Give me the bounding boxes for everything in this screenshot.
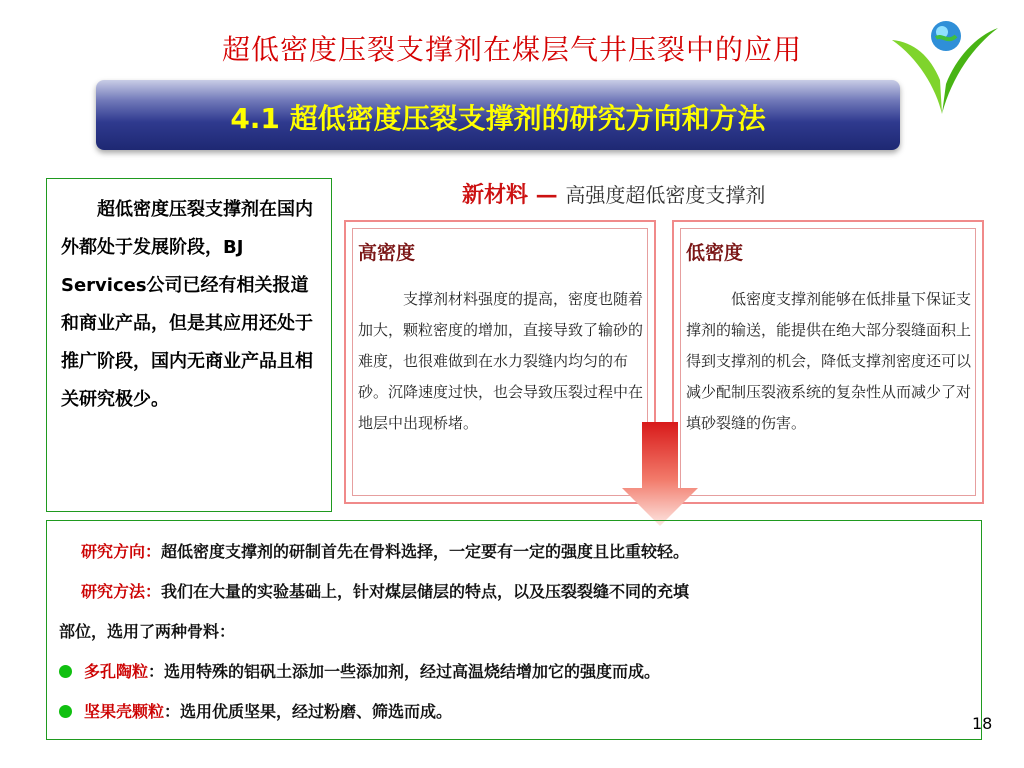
direction-line — [81, 539, 689, 562]
bullet-ceramsite — [59, 659, 660, 682]
intro-text-box — [46, 178, 332, 512]
method-text-1: 我们在大量的实验基础上，针对煤层储层的特点，以及压裂裂缝不同的充填 — [161, 582, 690, 601]
method-line — [81, 579, 689, 602]
bullet-dot-icon — [59, 705, 72, 718]
direction-text: 超低密度支撑剂的研制首先在骨料选择，一定要有一定的强度且比重较轻。 — [161, 542, 690, 561]
method-line-2 — [59, 619, 235, 642]
down-arrow-icon — [622, 422, 698, 526]
new-material-subtitle: 高强度超低密度支撑剂 — [565, 183, 766, 207]
bullet-dot-icon — [59, 665, 72, 678]
section-banner-text: 4.1 超低密度压裂支撑剂的研究方向和方法 — [230, 102, 766, 135]
bullet1-label: 多孔陶粒 — [84, 662, 149, 681]
bullet2-text: ：选用优质坚果，经过粉磨、筛选而成。 — [164, 702, 453, 721]
new-material-heading — [462, 178, 765, 209]
bullet-nutshell — [59, 699, 452, 722]
intro-text: 超低密度压裂支撑剂在国内外都处于发展阶段，BJ Services公司已经有相关报道和商业产品，但是其应用还处于推广阶段，国内无商业产品且相关研究极少。 — [61, 199, 313, 410]
research-box — [46, 520, 982, 740]
new-material-dash: — — [528, 182, 566, 208]
page-number: 18 — [972, 714, 993, 733]
new-material-label: 新材料 — [462, 182, 529, 208]
high-density-text: 支撑剂材料强度的提高，密度也随着加大，颗粒密度的增加，直接导致了输砂的难度，也很难做到在水力裂缝内均匀的布砂。沉降速度过快，也会导致压裂过程中在地层中出现桥堵。 — [358, 290, 644, 432]
high-density-panel — [344, 220, 656, 504]
low-density-text: 低密度支撑剂能够在低排量下保证支撑剂的输送，能提供在绝大部分裂缝面积上得到支撑剂的机会，降低支撑剂密度还可以减少配制压裂液系统的复杂性从而减少了对填砂裂缝的伤害。 — [686, 290, 972, 432]
bullet2-label: 坚果壳颗粒 — [84, 702, 165, 721]
method-text-2: 部位，选用了两种骨料： — [59, 622, 236, 641]
method-label: 研究方法： — [81, 582, 162, 601]
section-banner — [96, 80, 900, 150]
bullet1-text: ：选用特殊的铝矾土添加一些添加剂，经过高温烧结增加它的强度而成。 — [148, 662, 661, 681]
logo-icon — [890, 18, 1000, 118]
low-density-panel — [672, 220, 984, 504]
low-density-heading: 低密度 — [686, 242, 744, 264]
high-density-heading: 高密度 — [358, 242, 416, 264]
slide-title: 超低密度压裂支撑剂在煤层气井压裂中的应用 — [221, 33, 802, 66]
direction-label: 研究方向： — [81, 542, 162, 561]
